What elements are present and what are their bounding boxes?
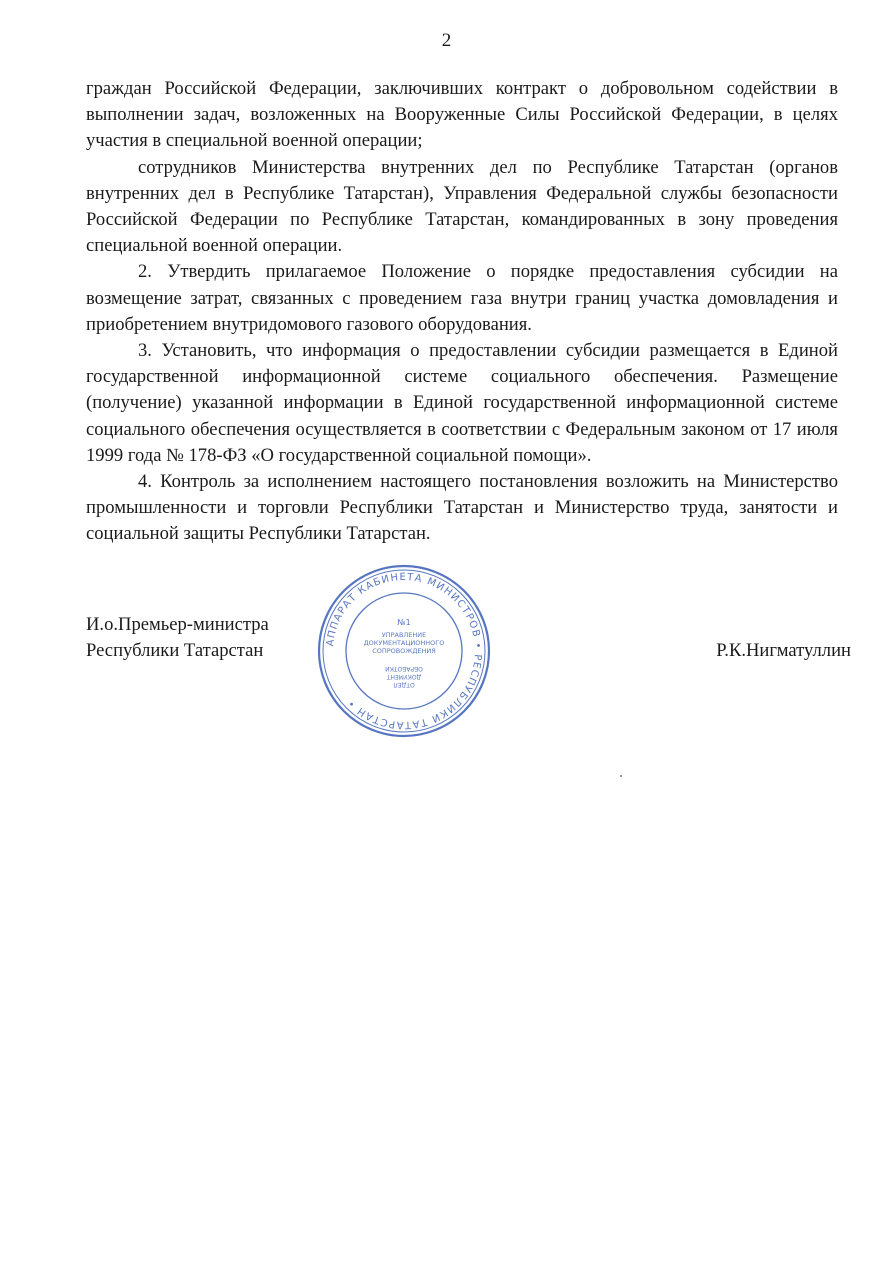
signatory-position xyxy=(86,612,269,664)
paragraph-item-2: 2. Утвердить прилагаемое Положение о порядке предоставления субсидии на возмещение затрат, связанных с проведением газа внутри границ участка домовладения и приобретением внутридомового газового оборудования. xyxy=(86,261,838,335)
stamp-number: №1 xyxy=(397,618,411,627)
paragraph-continuation: граждан Российской Федерации, заключивших контракт о добровольном содействии в выполнении задач, возложенных на Вооруженные Силы Российской Федерации, в целях участия в специальной военной операции; xyxy=(86,78,838,152)
paragraph-item-4: 4. Контроль за исполнением настоящего постановления возложить на Министерство промышленности и торговли Республики Татарстан и Министерство труда, занятости и социальной защиты Республики Татарстан. xyxy=(86,471,838,545)
signatory-position-line1: И.о.Премьер-министра xyxy=(86,614,269,635)
scan-speck xyxy=(620,775,622,777)
page-number: 2 xyxy=(441,30,452,51)
official-seal-stamp xyxy=(316,563,492,739)
paragraph-item-3: 3. Установить, что информация о предоставлении субсидии размещается в Единой государственной информационной системе социального обеспечения. Размещение (получение) указанной информации в Единой государственной информационной системе социального обеспечения осуществляется в соответствии с Федеральным законом от 17 июля 1999 года № 178-ФЗ «О государственной социальной помощи». xyxy=(86,340,838,466)
paragraph-employees: сотрудников Министерства внутренних дел по Республике Татарстан (органов внутренних дел в Республике Татарстан), Управления Федеральной службы безопасности Российской Федерации по Республике Татарстан, командированных в зону проведения специальной военной операции. xyxy=(86,156,838,257)
svg-text:ДОКУМЕНТ: ДОКУМЕНТ xyxy=(386,673,422,680)
document-body xyxy=(86,76,838,548)
svg-text:УПРАВЛЕНИЕ: УПРАВЛЕНИЕ xyxy=(381,631,427,639)
svg-text:АППАРАТ КАБИНЕТА МИНИСТРОВ • Р: АППАРАТ КАБИНЕТА МИНИСТРОВ • РЕСПУБЛИКИ ТАТАРСТАН • xyxy=(325,571,484,731)
svg-text:СОПРОВОЖДЕНИЯ: СОПРОВОЖДЕНИЯ xyxy=(372,647,436,655)
signatory-name: Р.К.Нигматуллин xyxy=(716,640,851,661)
svg-text:ОТДЕЛ: ОТДЕЛ xyxy=(393,681,415,688)
signatory-position-line2: Республики Татарстан xyxy=(86,640,264,661)
svg-text:ОБРАБОТКИ: ОБРАБОТКИ xyxy=(385,665,423,672)
svg-text:ДОКУМЕНТАЦИОННОГО: ДОКУМЕНТАЦИОННОГО xyxy=(363,639,445,647)
